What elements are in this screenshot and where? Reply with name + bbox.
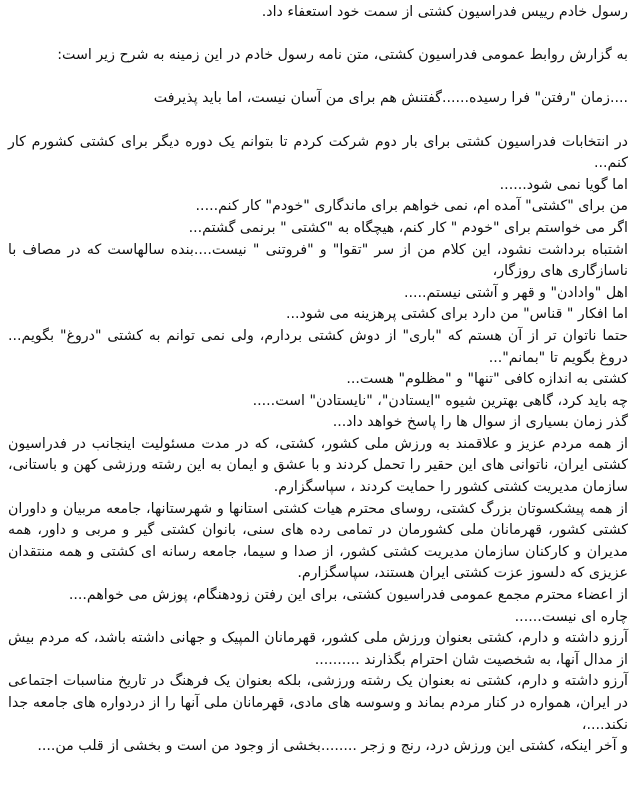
letter-paragraph: چه باید کرد، گاهی بهترین شیوه "ایستادن"، "نایستادن" است..... (252, 392, 628, 409)
letter-paragraph: من برای "کشتی" آمده ام، نمی خواهم برای ماندگاری "خودم" کار کنم..... (195, 198, 628, 215)
letter-paragraph: چاره ای نیست...... (514, 608, 628, 625)
letter-paragraph: اهل "وادادن" و قهر و آشتی نیستم..... (403, 284, 628, 301)
spacer (8, 110, 628, 132)
letter-paragraph: حتما ناتوان تر از آن هستم که "باری" از دوش کشتی بردارم، ولی نمی توانم به کشتی "دروغ" بگویم... دروغ بگویم تا "بمانم"... (8, 327, 628, 366)
letter-paragraph: اشتباه برداشت نشود، این کلام من از سر "تقوا" و "فروتنی " نیست....بنده سالهاست که در مصاف با ناسازگاری های روزگار، (8, 241, 628, 280)
letter-headline: رسول خادم رییس فدراسیون کشتی از سمت خود استعفاء داد. (261, 4, 628, 20)
letter-paragraph: اگر می خواستم برای "خودم " کار کنم، هیچگاه به "کشتی " برنمی گشتم... (188, 219, 628, 236)
spacer (8, 67, 628, 89)
letter-paragraph: اما افکار " قناس" من دارد برای کشتی پرهزینه می شود... (285, 306, 628, 323)
letter-paragraph: آرزو داشته و دارم، کشتی نه بعنوان یک رشته ورزشی، بلکه بعنوان یک فرهنگ در تاریخ مناسبات اجتماعی در ایران، همواره در کنار مردم بماند و وسوسه های مادی، قهرمانان ملی آنها را از دردواره های جامعه جدا نکند....، (8, 673, 628, 733)
letter-paragraph: اما گویا نمی شود...... (499, 176, 628, 193)
letter-paragraph: از اعضاء محترم مجمع عمومی فدراسیون کشتی، برای این رفتن زودهنگام، پوزش می خواهم.... (68, 587, 628, 604)
letter-intro: به گزارش روابط عمومی فدراسیون کشتی، متن نامه رسول خادم در این زمینه به شرح زیر است: (57, 47, 628, 64)
letter-paragraph: از همه پیشکسوتان بزرگ کشتی، روسای محترم هیات کشتی استانها و شهرستانها، جامعه مربیان و داوران کشتی کشور، قهرمانان ملی کشورمان در تمامی رده های سنی، بانوان کشتی گیر و مربی و داور، همه مدیران و کارکنان سازمان مدیریت کشتی کشور، از صدا و سیما، جامعه رسانه ای کشتی و همه منتقدان عزیزی که دلسوز عزت کشتی ایران هستند، سپاسگزارم. (8, 500, 628, 582)
spacer (8, 24, 628, 46)
letter-paragraph: گذر زمان بسیاری از سوال ها را پاسخ خواهد داد... (332, 414, 628, 431)
letter-paragraph: ....زمان "رفتن" فرا رسیده......گفتنش هم برای من آسان نیست، اما باید پذیرفت (153, 90, 628, 107)
letter-paragraph: و آخر اینکه، کشتی این ورزش درد، رنج و زجر ........بخشی از وجود من است و بخشی از قلب من.... (37, 738, 628, 755)
letter-paragraph: آرزو داشته و دارم، کشتی بعنوان ورزش ملی کشور، قهرمانان المپیک و جهانی داشته باشد، که مردم بیش از مدال آنها، به شخصیت شان احترام بگذارند .......... (8, 630, 628, 668)
letter-paragraph: کشتی به اندازه کافی "تنها" و "مظلوم" هست... (346, 371, 628, 388)
letter-paragraph: در انتخابات فدراسیون کشتی برای بار دوم شرکت کردم تا بتوانم یک دوره دیگر برای کشتی کشورم کار کنم... (8, 133, 628, 172)
letter-paragraph: از همه مردم عزیز و علاقمند به ورزش ملی کشور، کشتی، که در مدت مسئولیت اینجانب در فدراسیون کشتی ایران، ناتوانی های این حقیر را تحمل کردند و با عشق و ایمان به این رشته ورزشی کهن و باستانی، سازمان مدیریت کشتی کشور را حمایت کردند ، سپاسگزارم. (8, 435, 628, 496)
